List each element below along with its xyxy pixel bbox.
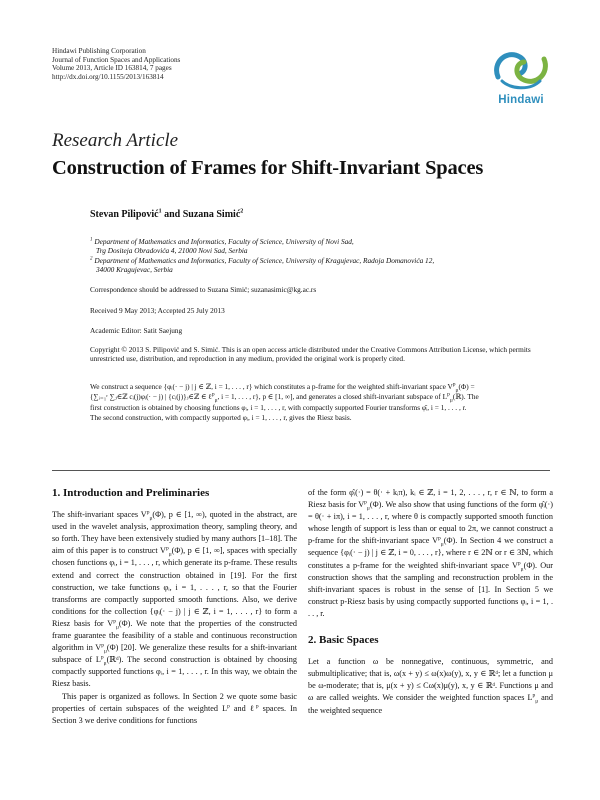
section-divider [52,470,550,471]
sym-mu: μ [214,397,218,404]
academic-editor: Academic Editor: Satit Saejung [90,326,183,335]
article-type: Research Article [52,130,179,151]
section-2-heading: 2. Basic Spaces [308,634,379,647]
volume-line: Volume 2013, Article ID 163814, 7 pages [52,64,172,73]
sym-mu: μ [455,387,459,394]
sym-p: p [452,381,456,388]
s1-text: (Φ). Our construction shows that the sampling and reconstruction problem in the shift-invariant spaces is robust in the sense of [1]. In Section 5 we construct p-Riesz basis by using compactly supported functions φᵢ, i = 1, . . . , r. [308,560,553,618]
abstract-line-2: {∑ᵢ₌₁ʳ ∑ⱼ∈ℤ cᵢ(j)φᵢ(· − j) | {cᵢ(j)}ⱼ∈ℤ ∈ ℓ [90,392,212,402]
sym-p: p [438,535,441,542]
sym-p: p [113,618,116,625]
sym-mu: μ [149,515,153,522]
sym-mu: μ [366,505,370,512]
hindawi-logo-text: Hindawi [498,94,544,106]
right-column [308,487,553,717]
sym-p: p [165,545,169,552]
section-1-paragraph-1 [52,509,297,690]
copyright-notice: Copyright © 2013 S. Pilipović and S. Simić. This is an open access article distributed under the Creative Commons Attribution License, which permits unrestricted use, distribution, and reproduction in any medium, provided the original work is properly cited. [90,345,531,364]
aff-2-num: 2 [90,256,93,262]
aff-1-line1: Department of Mathematics and Informatics, Faculty of Science, University of Novi Sad, [94,237,354,246]
sym-p: p [532,692,536,699]
hindawi-logo-icon [490,43,552,93]
s1-text: The shift-invariant spaces V [52,510,147,520]
s1-text: of the form φ̂ᵢ(·) = θ(· + kᵢπ), kᵢ ∈ ℤ, i = 1, 2, . . . , r, r ∈ ℕ, to form a Riesz basis for V [308,488,553,510]
abstract-line-2b: , i = 1, . . . , r}, p ∈ [1, ∞], and generates a closed shift-invariant subspace of L [217,392,448,402]
aff-2-line2: 34000 Kragujevac, Serbia [96,265,173,275]
s1-text: (Φ). We note that the properties of the constructed frame guarantee the feasibility of a stable and continuous reconstruction algorithm in V [52,618,297,653]
sym-p: p [255,702,259,709]
s1-text: and ℓ [229,703,256,713]
sym-p: p [146,509,150,516]
author-1-sup: 1 [158,208,162,215]
aff-2-line1: Department of Mathematics and Informatics, Faculty of Science, University of Kragujevac, Radoja Domanovića 12, [94,256,435,265]
sym-mu: μ [103,648,107,655]
affiliation-2 [90,256,530,274]
affiliation-1 [90,237,530,255]
received-dates: Received 9 May 2013; Accepted 25 July 2013 [90,306,225,315]
sym-mu: μ [535,699,539,706]
publisher-line: Hindawi Publishing Corporation [52,47,146,55]
doi-link[interactable]: http://dx.doi.org/10.1155/2013/163814 [52,73,164,82]
sym-mu: μ [440,542,444,549]
s1-text: (Φ), p ∈ [1, ∞), quoted in the [152,510,254,520]
section-1-paragraph-2 [52,691,297,727]
section-2-paragraph-1 [308,656,553,716]
journal-header [52,47,180,82]
s1-text: (Φ). In Section 4 we construct a sequence {φᵢ(· − j) | j ∈ ℤ, i = 0, . . . , r}, where r ∈ 2ℕ or r ∈ 3ℕ, which constitutes a p-frame for the weighted shift-invariant space V [308,536,553,570]
paper-title: Construction of Frames for Shift-Invariant Spaces [52,157,484,179]
s1-text: spaces. In Section 3 we derive conditions for functions [52,703,297,725]
author-2-sup: 2 [240,208,244,215]
abstract-line-4: The second construction, with compactly supported φᵢ, i = 1, . . . , r, gives the Riesz basis. [90,413,352,423]
correspondence: Correspondence should be addressed to Suzana Simić; suzanasimic@kg.ac.rs [90,285,317,294]
section-1-heading: 1. Introduction and Preliminaries [52,487,210,499]
author-and: and [164,209,181,220]
abstract-line-2c: (ℝ). The [452,392,479,402]
sym-p: p [517,559,521,566]
sym-p: p [100,654,104,661]
sym-mu: μ [168,552,172,559]
sym-mu: μ [103,660,107,667]
abstract [90,382,550,424]
s2-text: and the weighted sequence [308,693,553,715]
s2-text: Let a function ω be nonnegative, continuous, symmetric, and submultiplicative; that is, ω(x + y) ≤ ω(x)ω(y), x, y ∈ ℝᵈ; let a function μ be ω-moderate; that is, μ(x + y) ≤ Cω(x)μ(y), x, y ∈ ℝᵈ. Functions μ and ω are called weights. We consider the weighted function spaces L [308,657,553,703]
abstract-line-3: first construction is obtained by choosing functions φᵢ, i = 1, . . . , r, with compactly supported Fourier transforms φ̂ᵢ, i = 1, . . . , r. [90,402,467,412]
abstract-line-1: We construct a sequence {φᵢ(· − j) | j ∈ ℤ, i = 1, . . . , r} which constitutes a p-frame for the weighted shift-invariant space V [90,382,453,391]
author-1: Stevan Pilipović [90,209,159,220]
s1-text: (Φ). We also show that using functions of the form φ̂ᵢ(·) = θ(· + iπ), i = 1, . . . , r, where θ is compactly supported smooth function whose length of support is less than or equal to 2π, we cannot construct a p-frame for the shift-invariant space V [308,500,553,546]
left-column [52,487,297,727]
sym-mu: μ [449,397,453,404]
s1-text: (ℝᵈ). The second construction is obtained by choosing compactly supported functions φᵢ, i = 1, . . . , r. In this way, we obtain the Riesz basis. [52,655,297,689]
aff-1-num: 1 [90,237,93,243]
aff-1-line2: Trg Dositeja Obradovića 4, 21000 Novi Sad, Serbia [96,246,248,256]
sym-mu: μ [520,566,524,573]
sym-mu: μ [115,624,119,631]
hindawi-logo [490,43,552,105]
s1-text: abstract, are used in the wavelet analysis, approximation theory, sampling theory, and so forth. They have been extensively studied by many authors [1–18]. The aim of this paper is to construct V [52,510,298,556]
sym-p: p [101,642,104,649]
author-2: Suzana Simić [182,209,241,220]
s1-text: (Φ), p ∈ [1, ∞], spaces with specially chosen functions φᵢ, i = 1, . . . , r, which generate its p-frame. These results extend and correct the construction obtained in [19]. For the first construction, we take functions φᵢ, i = 1, . . . , r, so that the Fourier transforms are compactly supported smooth functions. Also, we derive conditions for the collection {φᵢ(· − j) | j ∈ ℤ, i = 1, . . . , r} to form a Riesz basis for V [52,546,298,628]
section-1-paragraph-3 [308,487,553,620]
sym-p: p [447,391,450,398]
author-list [90,209,243,220]
s1-text: This paper is organized as follows. In Section 2 we quote some basic properties of certain subspaces of the weighted L [52,691,297,713]
sym-p: p [227,702,230,709]
sym-p: p [364,499,367,506]
abstract-line-1b: (Φ) = [458,382,475,391]
journal-name-line: Journal of Function Spaces and Applications [52,55,181,64]
sym-p: p [211,391,215,398]
s1-text: (Φ) [20]. We generalize these results for a shift-invariant subspace of L [52,643,297,665]
